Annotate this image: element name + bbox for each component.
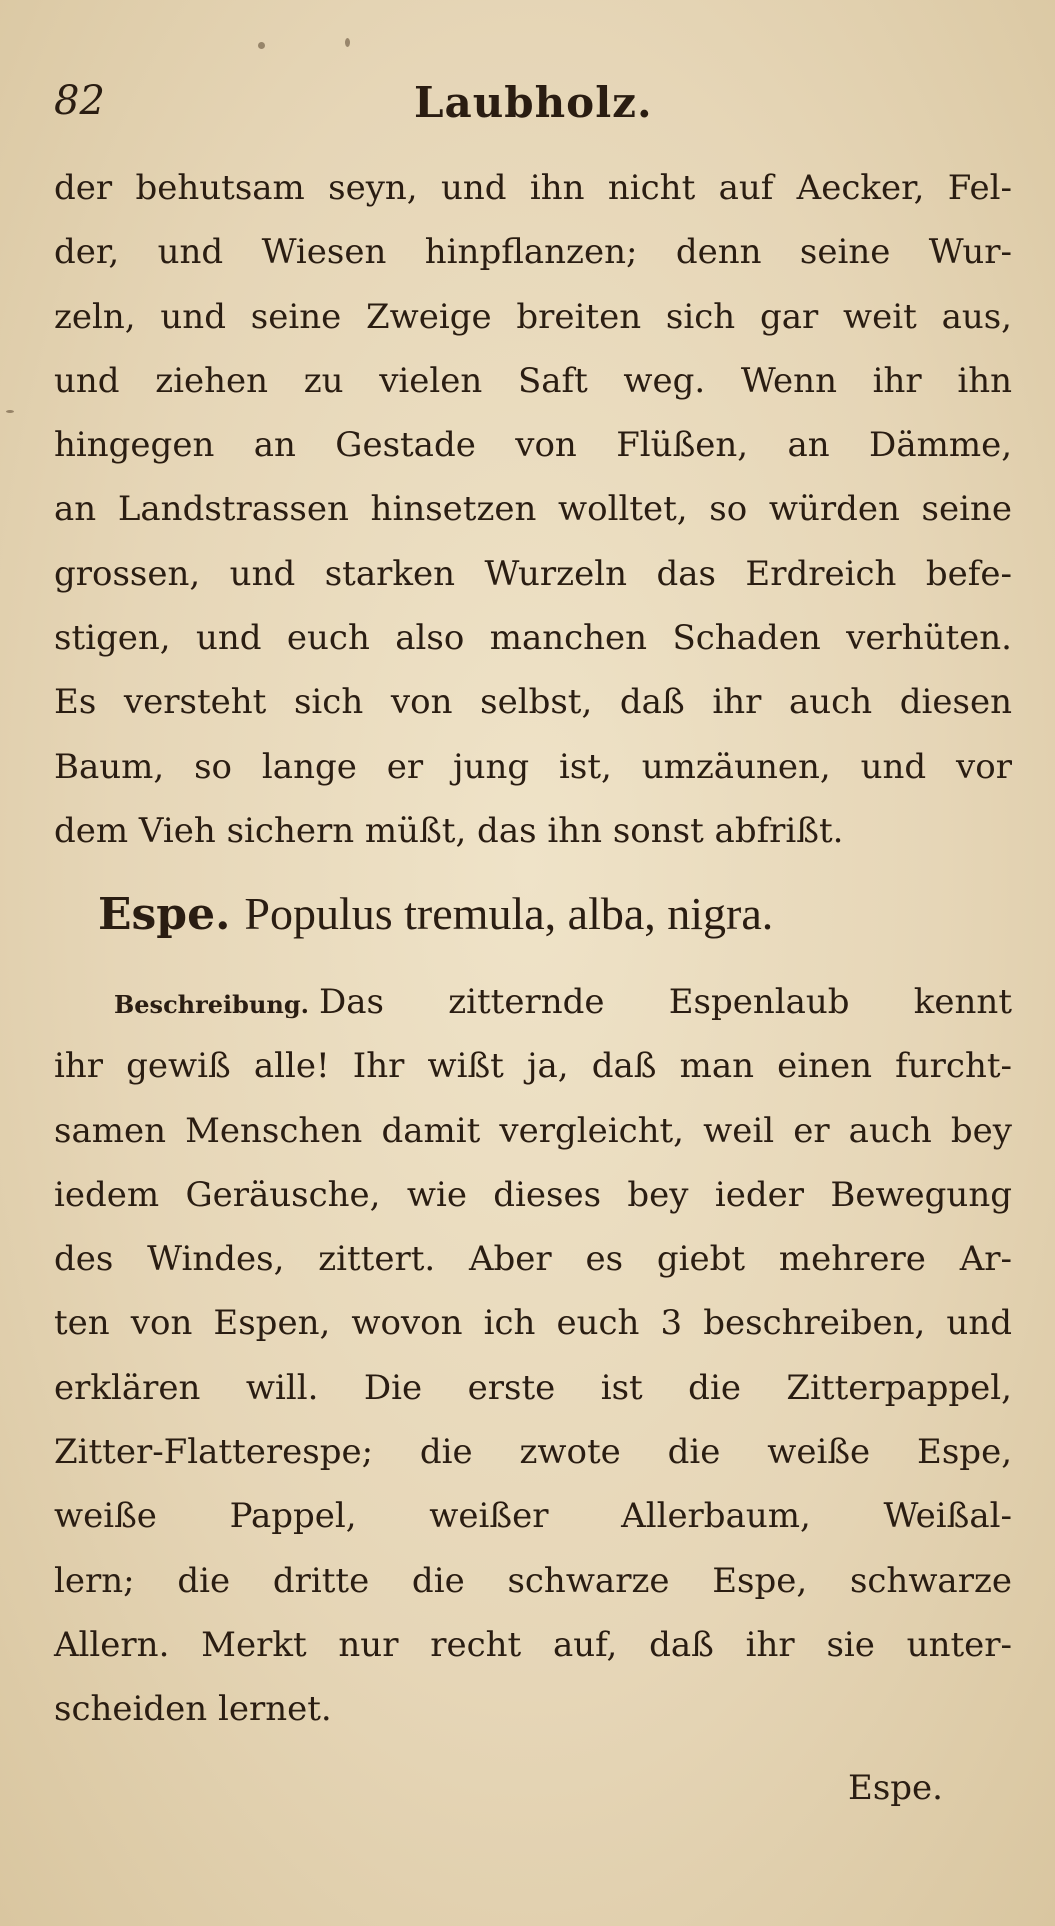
page-number: 82	[54, 78, 105, 124]
section-paragraph	[54, 970, 1012, 1742]
ink-speck	[6, 410, 14, 413]
text-line: stigen, und euch also manchen Schaden verhüten.	[54, 618, 1012, 659]
text-line: an Landstrassen hinsetzen wolltet, so würden seine	[54, 489, 1012, 530]
text-line: der behutsam seyn, und ihn nicht auf Aecker, Fel-	[54, 168, 1012, 208]
text-line: des Windes, zittert. Aber es giebt mehrere Ar-	[54, 1239, 1012, 1280]
text-line: lern; die dritte die schwarze Espe, schwarze	[54, 1560, 1012, 1601]
lead-label: Beschreibung.	[114, 990, 309, 1019]
catchword: Espe.	[848, 1768, 943, 1808]
text-line: zeln, und seine Zweige breiten sich gar weit aus,	[54, 296, 1012, 337]
ink-speck	[345, 38, 350, 47]
text-line: der, und Wiesen hinpflanzen; denn seine Wur-	[54, 232, 1012, 273]
text-line: und ziehen zu vielen Saft weg. Wenn ihr ihn	[54, 360, 1012, 401]
text-line: ihr gewiß alle! Ihr wißt ja, daß man einen furcht-	[54, 1046, 1012, 1087]
page-header	[54, 78, 984, 138]
text-line: Baum, so lange er jung ist, umzäunen, und vor	[54, 746, 1012, 787]
text-line: iedem Geräusche, wie dieses bey ieder Bewegung	[54, 1174, 1012, 1215]
text-line: grossen, und starken Wurzeln das Erdreich befe-	[54, 553, 1012, 594]
heading-latin: Populus tremula, alba, nigra.	[244, 888, 774, 939]
text-line: Es versteht sich von selbst, daß ihr auch diesen	[54, 682, 1012, 723]
text-line: scheiden lernet.	[54, 1689, 332, 1730]
text-line-content: Das zitternde Espenlaub kennt	[318, 982, 1012, 1022]
paragraph-continuation	[54, 156, 1012, 863]
text-line-first	[54, 970, 1012, 1034]
text-line: erklären will. Die erste ist die Zitterpappel,	[54, 1367, 1012, 1408]
text-line: samen Menschen damit vergleicht, weil er auch bey	[54, 1110, 1012, 1151]
text-line: Allern. Merkt nur recht auf, daß ihr sie unter-	[54, 1624, 1012, 1665]
section-heading	[98, 886, 998, 943]
text-line: weiße Pappel, weißer Allerbaum, Weißal-	[54, 1496, 1012, 1537]
ink-speck	[258, 42, 265, 49]
heading-german: Espe.	[98, 889, 231, 940]
text-line: Zitter-Flatterespe; die zwote die weiße Espe,	[54, 1432, 1012, 1473]
text-line: hingegen an Gestade von Flüßen, an Dämme,	[54, 425, 1012, 466]
text-line: dem Vieh sichern müßt, das ihn sonst abfrißt.	[54, 810, 844, 851]
running-title: Laubholz.	[414, 78, 653, 127]
text-line: ten von Espen, wovon ich euch 3 beschreiben, und	[54, 1303, 1012, 1344]
